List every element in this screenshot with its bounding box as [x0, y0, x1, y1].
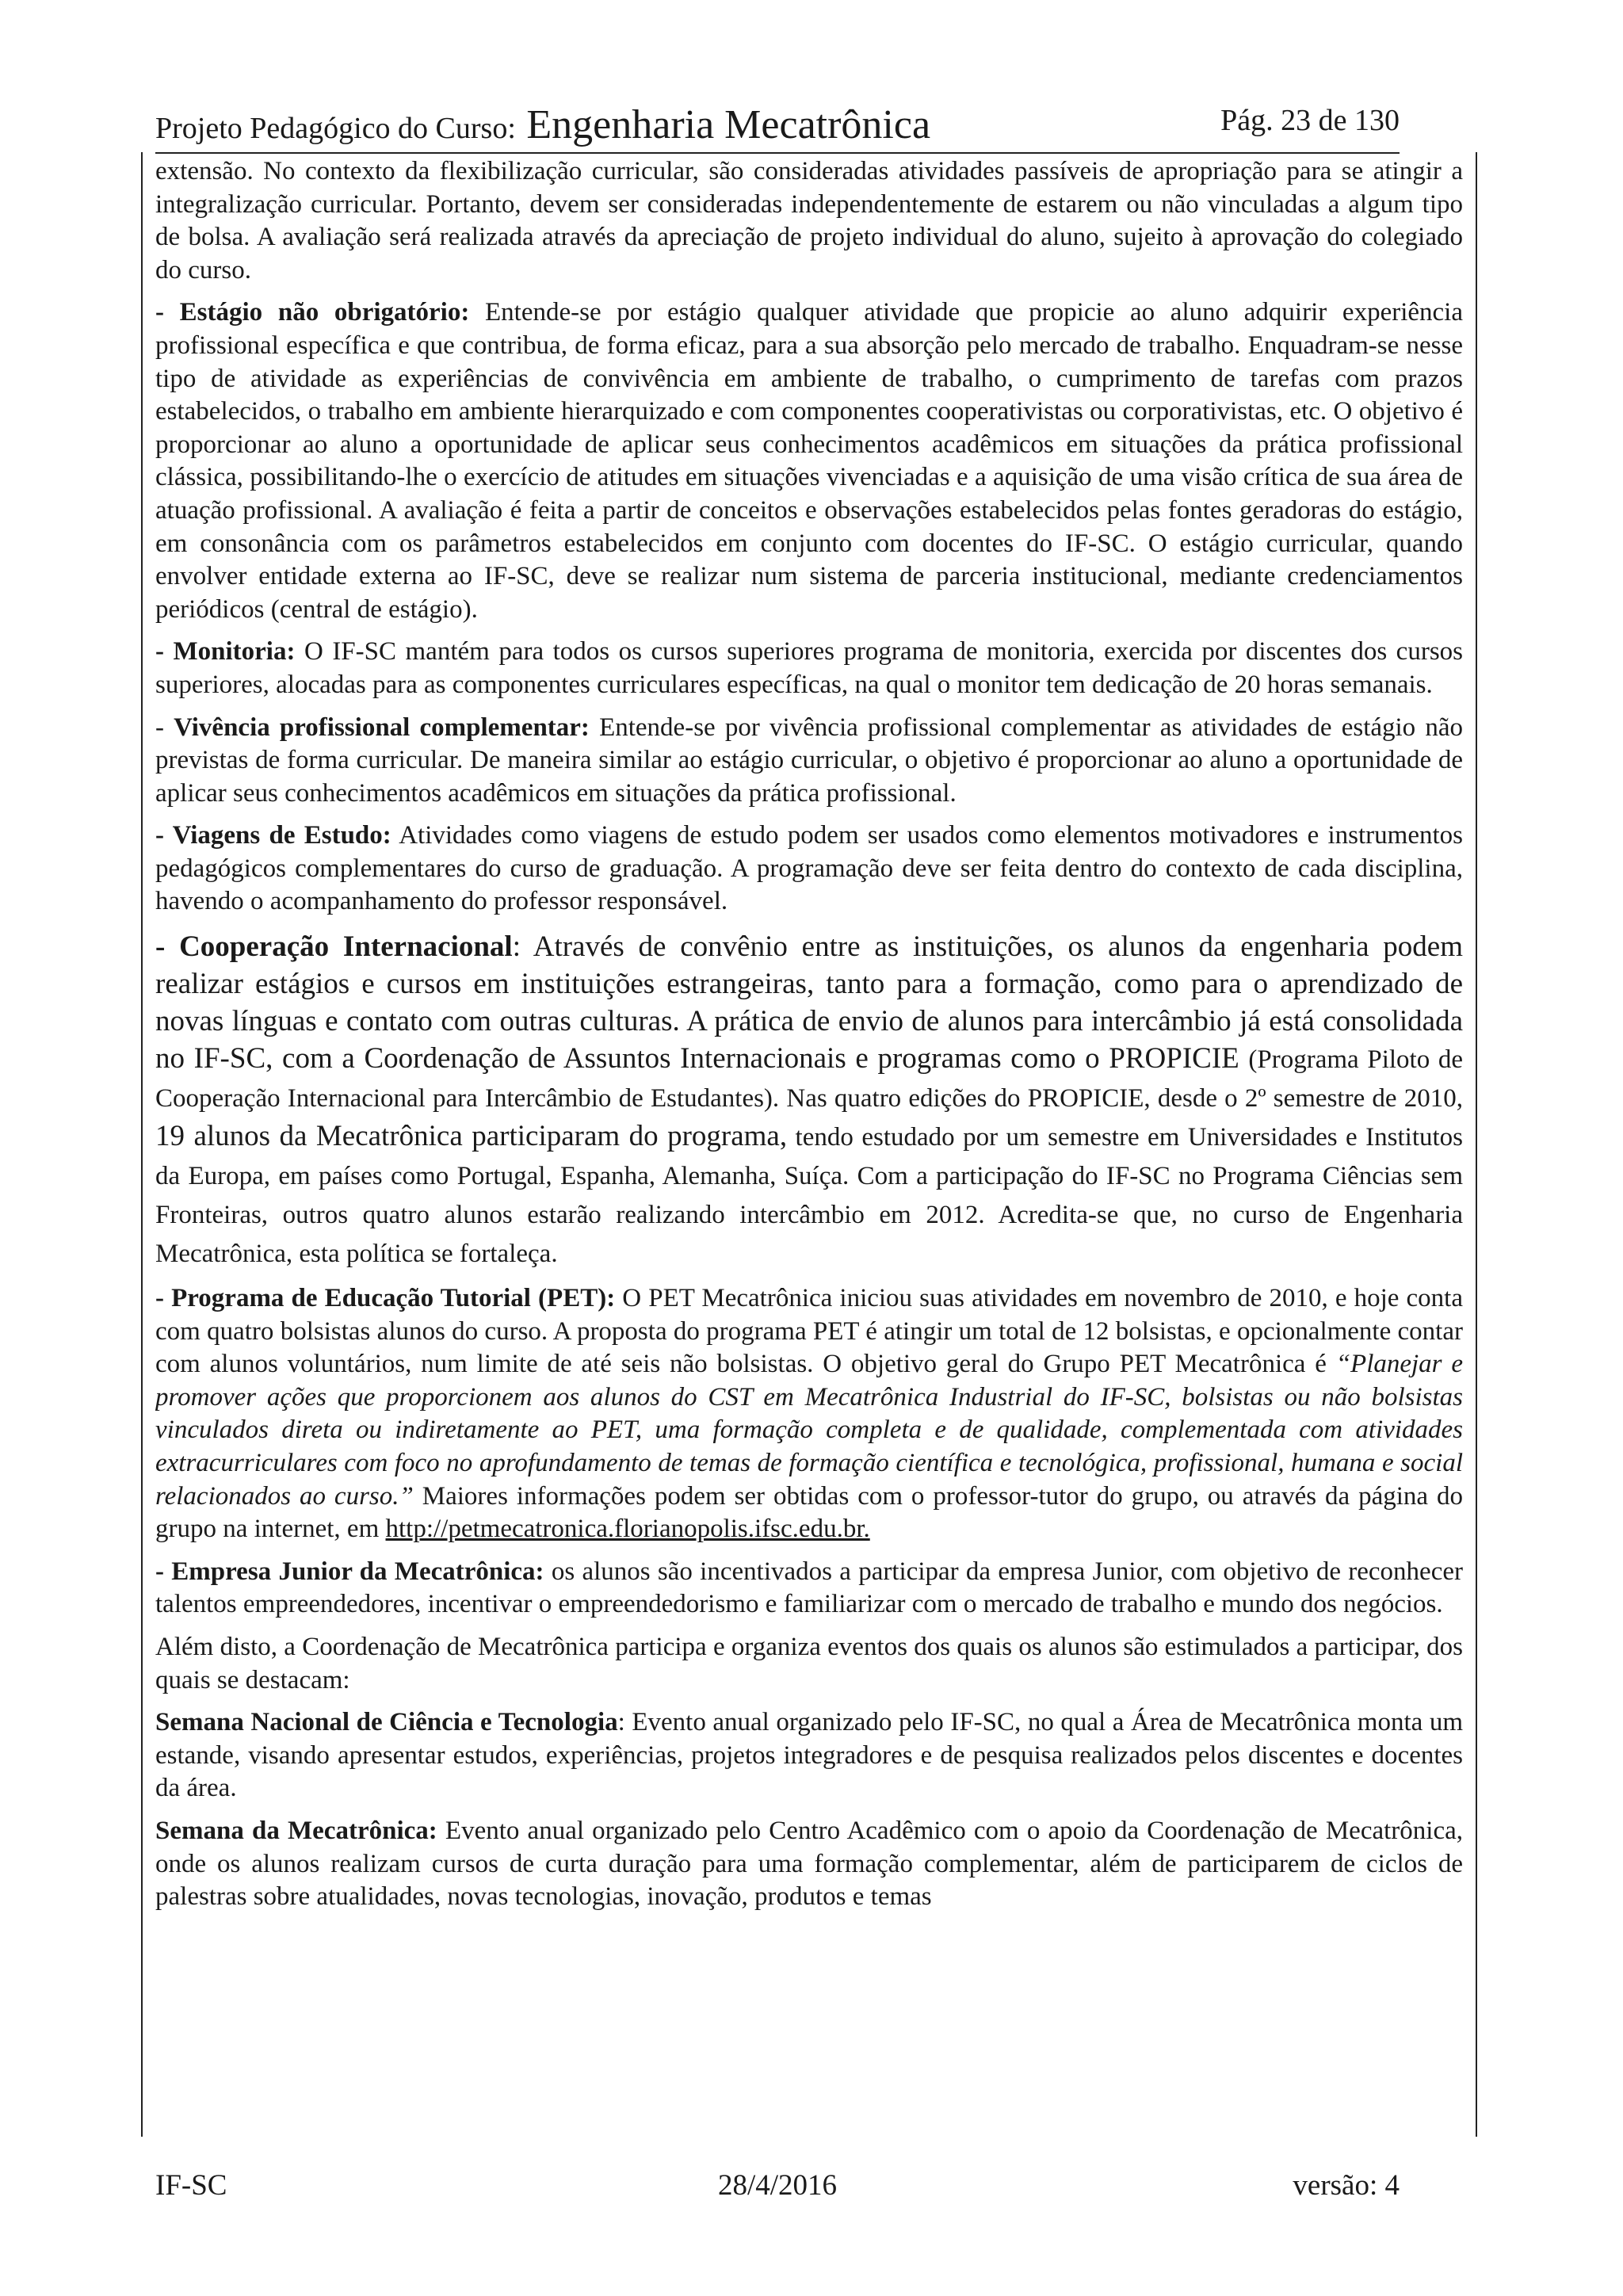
text-pet: O PET Mecatrônica iniciou suas atividades em novembro de 2010, e hoje conta com quatro bolsistas alunos do curso. A proposta do programa PET é atingir um total de 12 bolsistas, e opcionalmente contar com alunos voluntários, num limite de até seis não bolsistas. O objetivo geral do Grupo PET Mecatrônica é — [155, 1284, 1463, 1379]
heading-semana-mecatronica: Semana da Mecatrônica: — [155, 1816, 437, 1845]
heading-pet: - Programa de Educação Tutorial (PET): — [155, 1284, 616, 1313]
heading-estagio: - Estágio não obrigatório: — [155, 298, 470, 327]
paragraph-monitoria — [155, 636, 1463, 701]
paragraph-cooperacao — [155, 928, 1463, 1273]
paragraph-alem: Além disto, a Coordenação de Mecatrônica participa e organiza eventos dos quais os alunos são estimulados a participar, dos quais se destacam: — [155, 1633, 1463, 1694]
page-body — [155, 155, 1463, 2137]
paragraph-intro: extensão. No contexto da flexibilização curricular, são consideradas atividades passíveis de apropriação para se atingir a integralização curricular. Portanto, devem ser consideradas independentemente de estarem ou não vinculadas a algum tipo de bolsa. A avaliação será realizada através da apreciação de projeto individual do aluno, sujeito à aprovação do colegiado do curso. — [155, 157, 1463, 285]
course-name: Engenharia Mecatrônica — [526, 102, 931, 147]
text-vivencia: Entende-se por vivência profissional complementar as atividades de estágio não previstas de forma curricular. De maneira similar ao estágio curricular, o objetivo é proporcionar ao aluno a oportunidade de aplicar seus conhecimentos acadêmicos em situações da prática profissional. — [155, 712, 1463, 808]
text-estagio: Entende-se por estágio qualquer atividade que propicie ao aluno adquirir experiência profissional específica e que contribua, de forma eficaz, para a sua absorção pelo mercado de trabalho. Enquadram-se nesse tipo de atividade as experiências de convivência em ambiente de trabalho, o cumprimento de tarefas com prazos estabelecidos, o trabalho em ambiente hierarquizado e com componentes cooperativistas ou corporativistas, etc. O objetivo é proporcionar ao aluno a oportunidade de aplicar seus conhecimentos acadêmicos em situações da prática profissional clássica, possibilitando-lhe o exercício de atitudes em situações vivenciadas e a aquisição de uma visão crítica de sua área de atuação profissional. A avaliação é feita a partir de conceitos e observações estabelecidos pelas fontes geradoras do estágio, em consonância com os parâmetros estabelecidos em conjunto com docentes do IF-SC. O estágio curricular, quando envolver entidade externa ao IF-SC, deve se realizar num sistema de parceria institucional, mediante credenciamentos periódicos (central de estágio). — [155, 298, 1463, 624]
paragraph-empresa-junior — [155, 1556, 1463, 1622]
title-prefix: Projeto Pedagógico do Curso: — [155, 112, 516, 145]
text-viagens: Atividades como viagens de estudo podem ser usados como elementos motivadores e instrumentos pedagógicos complementares do curso de graduação. A programação deve ser feita dentro do contexto de cada disciplina, havendo o acompanhamento do professor responsável. — [155, 821, 1463, 916]
heading-snct: Semana Nacional de Ciência e Tecnologia — [155, 1708, 618, 1737]
paragraph-vivencia — [155, 712, 1463, 811]
heading-vivencia: Vivência profissional complementar: — [174, 712, 590, 742]
left-margin-rule — [141, 152, 143, 2137]
footer-institution: IF-SC — [155, 2169, 227, 2202]
text-semana-mecatronica: Evento anual organizado pelo Centro Acadêmico com o apoio da Coordenação de Mecatrônica, onde os alunos realizam cursos de curta duração para uma formação complementar, além de participarem de ciclos de palestras sobre atualidades, novas tecnologias, inovação, produtos e temas — [155, 1816, 1463, 1912]
text-empresa-junior: os alunos são incentivados a participar da empresa Junior, com objetivo de reconhecer talentos empreendedores, incentivar o empreendedorismo e familiarizar com o mercado de trabalho e mundo dos negócios. — [155, 1557, 1463, 1619]
text-cooperacao-b: (Programa Piloto de Cooperação Internacional para Intercâmbio de Estudantes). Nas quatro edições do PROPICIE, desde o 2º semestre de 2010, — [155, 1045, 1463, 1114]
text-pet-2: Maiores informações podem ser obtidas com o professor-tutor do grupo, ou através da página do grupo na internet, em — [155, 1481, 1463, 1544]
heading-empresa-junior: - Empresa Junior da Mecatrônica: — [155, 1557, 544, 1586]
text-cooperacao-d: tendo estudado por um semestre em Universidades e Institutos da Europa, em países como Portugal, Espanha, Alemanha, Suíça. Com a participação do IF-SC no Programa Ciências sem Fronteiras, outros quatro alunos estarão realizando intercâmbio em 2012. Acredita-se que, no curso de Engenharia Mecatrônica, esta política se fortaleça. — [155, 1123, 1463, 1269]
paragraph-snct — [155, 1706, 1463, 1805]
heading-viagens: - Viagens de Estudo: — [155, 821, 391, 850]
pet-link[interactable]: http://petmecatronica.florianopolis.ifsc.edu.br. — [385, 1515, 870, 1544]
paragraph-semana-mecatronica — [155, 1815, 1463, 1914]
page-header — [155, 95, 1400, 154]
text-cooperacao-a: : Através de convênio entre as instituições, os alunos da engenharia podem realizar estágios e cursos em instituições estrangeiras, tanto para a formação, como para o aprendizado de novas línguas e contato com outras culturas. A prática de envio de alunos para intercâmbio já está consolidada no IF-SC, com a Coordenação de Assuntos Internacionais e programas como o PROPICIE — [155, 930, 1463, 1075]
paragraph-viagens — [155, 819, 1463, 919]
text-snct: : Evento anual organizado pelo IF-SC, no qual a Área de Mecatrônica monta um estande, visando apresentar estudos, experiências, projetos integradores e de pesquisa realizados pelos discentes e docentes da área. — [155, 1708, 1463, 1803]
document-title — [155, 101, 930, 148]
paragraph-estagio — [155, 296, 1463, 626]
heading-monitoria: - Monitoria: — [155, 637, 296, 667]
footer-version: versão: 4 — [1293, 2169, 1400, 2202]
paragraph-pet — [155, 1282, 1463, 1546]
footer-date: 28/4/2016 — [717, 2169, 838, 2202]
right-margin-rule — [1476, 152, 1477, 2137]
text-cooperacao-c: 19 alunos da Mecatrônica participaram do programa, — [155, 1120, 788, 1153]
page-footer — [155, 2168, 1400, 2208]
quote-pet: “Planejar e promover ações que proporcionem aos alunos do CST em Mecatrônica Industrial do IF-SC, bolsistas ou não bolsistas vinculados direta ou indiretamente ao PET, uma formação completa e de qualidade, complementada com atividades extracurriculares com foco no aprofundamento de temas de formação científica e tecnológica, profissional, humana e social relacionados ao curso.” — [155, 1350, 1463, 1511]
page-number: Pág. 23 de 130 — [1220, 104, 1400, 137]
text-monitoria: O IF-SC mantém para todos os cursos superiores programa de monitoria, exercida por discentes dos cursos superiores, alocadas para as componentes curriculares específicas, na qual o monitor tem dedicação de 20 horas semanais. — [155, 637, 1463, 699]
heading-cooperacao: - Cooperação Internacional — [155, 930, 513, 964]
dash-vivencia: - — [155, 712, 174, 742]
